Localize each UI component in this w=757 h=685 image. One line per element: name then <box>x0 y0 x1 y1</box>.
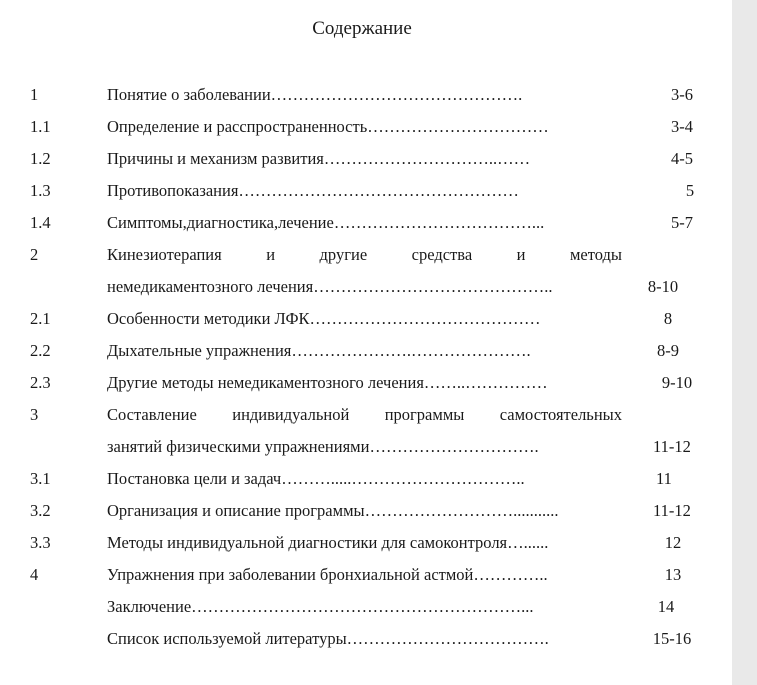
toc-entry-number: 1.2 <box>30 149 51 168</box>
toc-entry <box>0 211 732 235</box>
toc-entry-text: Упражнения при заболевании бронхиальной астмой………….. <box>107 565 548 584</box>
toc-entry <box>0 115 732 139</box>
toc-entry <box>0 499 732 523</box>
toc-entry-number: 1 <box>30 85 39 104</box>
toc-entry-page: 8 <box>663 309 673 328</box>
toc-entry-page: 11-12 <box>653 437 691 456</box>
toc-entry-number: 1.3 <box>30 181 51 200</box>
toc-entry-page: 13 <box>664 565 682 584</box>
toc-entry-number: 2 <box>30 245 39 264</box>
toc-entry-text: Противопоказания…………………………………………… <box>107 181 519 200</box>
toc-entry-number: 2.3 <box>30 373 51 392</box>
toc-entry <box>0 467 732 491</box>
toc-entry <box>0 179 732 203</box>
toc-entry <box>0 627 732 651</box>
toc-entry <box>0 371 732 395</box>
toc-entry <box>0 531 732 555</box>
toc-entry-text: Заключение……………………………………………………... <box>107 597 534 616</box>
toc-entry-text: Определение и расспространенность…………………………… <box>107 117 549 136</box>
toc-entry-page: 5 <box>685 181 695 200</box>
toc-entry-text-line1: Кинезиотерапия и другие средства и методы <box>107 245 622 264</box>
toc-entry-page: 12 <box>664 533 682 552</box>
toc-entry-number: 3.3 <box>30 533 51 552</box>
toc-entry <box>0 307 732 331</box>
toc-entry-text: Дыхательные упражнения………………….…………………. <box>107 341 531 360</box>
toc-entry <box>0 243 732 299</box>
toc-entry-text: Причины и механизм развития…………………………..…… <box>107 149 531 168</box>
toc-entry-number: 2.2 <box>30 341 51 360</box>
toc-entry-page: 14 <box>657 597 675 616</box>
toc-entry <box>0 595 732 619</box>
toc-entry-page: 9-10 <box>661 373 693 392</box>
toc-entry-text-line1: Составление индивидуальной программы самостоятельных <box>107 405 622 424</box>
toc-entry-text: Организация и описание программы………………………........... <box>107 501 559 520</box>
viewer-margin <box>732 0 757 685</box>
toc-entry-page: 15-16 <box>652 629 692 648</box>
toc-entry-page: 3-4 <box>671 117 693 136</box>
toc-entry-number: 3 <box>30 405 39 424</box>
toc-entry-number: 3.1 <box>30 469 51 488</box>
toc-entry-text-line2: занятий физическими упражнениями…………………………. <box>107 437 539 456</box>
toc-entry-text: Понятие о заболевании………………………………………. <box>107 85 523 104</box>
toc-entry <box>0 83 732 107</box>
toc-entry-text: Список используемой литературы………………………………. <box>107 629 549 648</box>
toc-entry-page: 11 <box>656 469 672 488</box>
toc-entry-text: Методы индивидуальной диагностики для самоконтроля…...... <box>107 533 549 552</box>
toc-entry-text: Другие методы немедикаментозного лечения……..…………… <box>107 373 548 392</box>
toc-entry <box>0 403 732 459</box>
toc-entry <box>0 339 732 363</box>
toc-entry <box>0 563 732 587</box>
toc-entry-page: 3-6 <box>671 85 693 104</box>
toc-entry-number: 2.1 <box>30 309 51 328</box>
toc-entry-page: 4-5 <box>671 149 693 168</box>
toc-entry-text: Особенности методики ЛФК…………………………………… <box>107 309 541 328</box>
toc-entry <box>0 147 732 171</box>
toc-entry-text-line2: немедикаментозного лечения…………………………………….. <box>107 277 553 296</box>
toc-entry-number: 1.4 <box>30 213 51 232</box>
toc-entry-page: 8-9 <box>657 341 679 360</box>
toc-entry-page: 8-10 <box>647 277 679 296</box>
toc-entry-page: 5-7 <box>671 213 693 232</box>
toc-entry-text: Симптомы,диагностика,лечение………………………………... <box>107 213 545 232</box>
toc-entry-text: Постановка цели и задач……….....………………………….. <box>107 469 525 488</box>
toc-entry-number: 3.2 <box>30 501 51 520</box>
toc-entry-number: 1.1 <box>30 117 51 136</box>
toc-title: Содержание <box>312 18 412 39</box>
toc-entry-page: 11-12 <box>653 501 691 520</box>
toc-entry-number: 4 <box>30 565 39 584</box>
